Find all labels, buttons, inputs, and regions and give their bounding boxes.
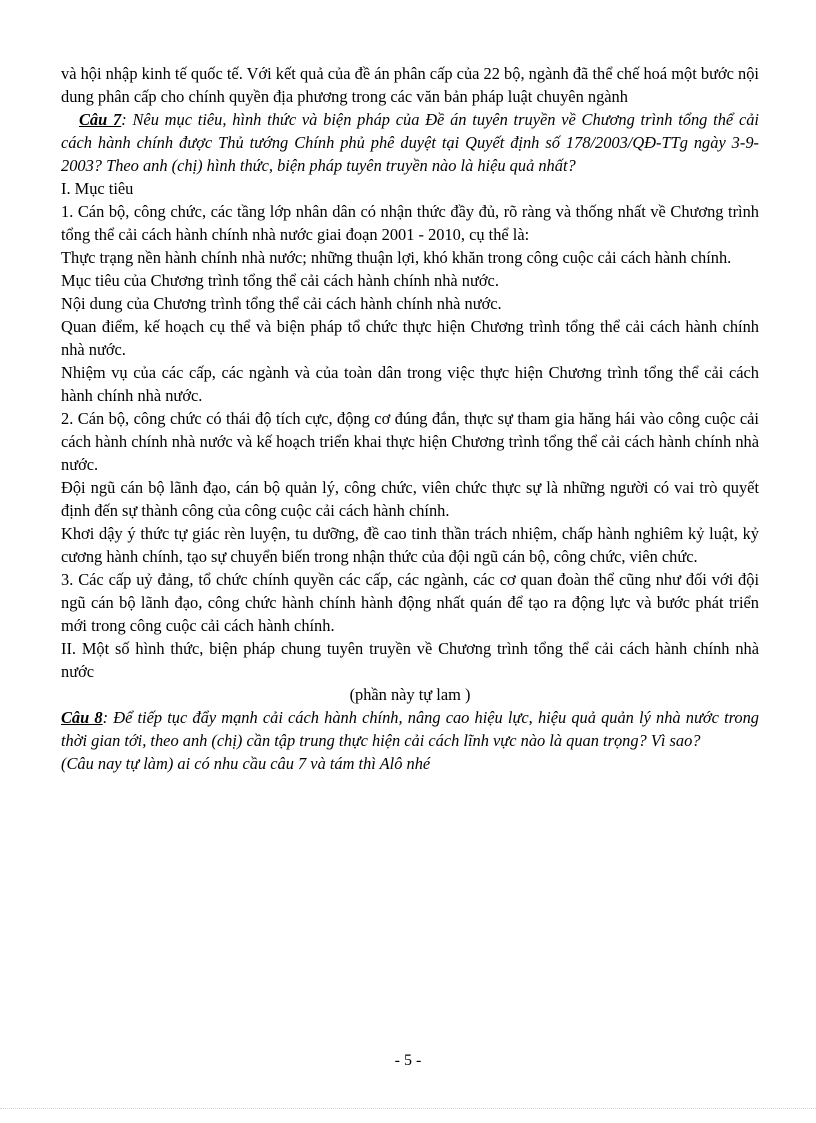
objective-2: 2. Cán bộ, công chức có thái độ tích cực, động cơ đúng đắn, thực sự tham gia hăng hái vào công cuộc cải cách hành chính nhà nước và kế hoạch triển khai thực hiện Chương trình tổng thể cải cách hành chính nhà nước. <box>61 409 759 474</box>
section-heading-objectives: I. Mục tiêu <box>61 179 134 198</box>
question-8-label: Câu 8 <box>61 708 103 727</box>
objective-1-item-3: Nội dung của Chương trình tổng thể cải cách hành chính nhà nước. <box>61 294 502 313</box>
question-8 <box>61 706 759 752</box>
question-7-label: Câu 7 <box>79 110 122 129</box>
objective-3: 3. Các cấp uỷ đảng, tổ chức chính quyền các cấp, các ngành, các cơ quan đoàn thể cũng như đối với đội ngũ cán bộ lãnh đạo, công chức hành chính hành động nhất quán để tạo ra động lực và bước phát triển mới trong công cuộc cải cách hành chính. <box>61 570 759 635</box>
objective-1-item-1: Thực trạng nền hành chính nhà nước; những thuận lợi, khó khăn trong công cuộc cải cách hành chính. <box>61 248 732 267</box>
intro-paragraph: và hội nhập kinh tế quốc tế. Với kết quả của đề án phân cấp của 22 bộ, ngành đã thể chế hoá một bước nội dung phân cấp cho chính quyền địa phương trong các văn bản pháp luật chuyên ngành <box>61 64 759 106</box>
objective-1-item-2: Mục tiêu của Chương trình tổng thể cải cách hành chính nhà nước. <box>61 271 499 290</box>
document-body <box>61 62 759 775</box>
question-7 <box>61 108 759 177</box>
objective-1-item-5: Nhiệm vụ của các cấp, các ngành và của toàn dân trong việc thực hiện Chương trình tổng thể cải cách hành chính nhà nước. <box>61 363 759 405</box>
question-7-text: : Nêu mục tiêu, hình thức và biện pháp của Đề án tuyên truyền về Chương trình tổng thể cải cách hành chính được Thủ tướng Chính phủ phê duyệt tại Quyết định số 178/2003/QĐ-TTg ngày 3-9-2003? Theo anh (chị) hình thức, biện pháp tuyên truyền nào là hiệu quả nhất? <box>61 110 759 175</box>
objective-1: 1. Cán bộ, công chức, các tầng lớp nhân dân có nhận thức đầy đủ, rõ ràng và thống nhất về Chương trình tổng thể cải cách hành chính nhà nước giai đoạn 2001 - 2010, cụ thể là: <box>61 202 759 244</box>
objective-1-item-4: Quan điểm, kế hoạch cụ thể và biện pháp tổ chức thực hiện Chương trình tổng thể cải cách hành chính nhà nước. <box>61 317 759 359</box>
section-heading-measures: II. Một số hình thức, biện pháp chung tuyên truyền về Chương trình tổng thể cải cách hành chính nhà nước <box>61 639 759 681</box>
objective-2-item-1: Đội ngũ cán bộ lãnh đạo, cán bộ quản lý, công chức, viên chức thực sự là những người có vai trò quyết định đến sự thành công của công cuộc cải cách hành chính. <box>61 478 759 520</box>
page-number: - 5 - <box>394 1052 422 1069</box>
question-8-text: : Để tiếp tục đẩy mạnh cải cách hành chính, nâng cao hiệu lực, hiệu quả quản lý nhà nước trong thời gian tới, theo anh (chị) cần tập trung thực hiện cải cách lĩnh vực nào là quan trọng? Vì sao? <box>61 708 759 750</box>
objective-2-item-2: Khơi dậy ý thức tự giác rèn luyện, tu dưỡng, đề cao tinh thần trách nhiệm, chấp hành nghiêm kỷ luật, kỷ cương hành chính, tạo sự chuyển biến trong nhận thức của đội ngũ cán bộ, công chức, viên chức. <box>61 524 759 566</box>
question-8-note: (Câu nay tự làm) ai có nhu cầu câu 7 và tám thì Alô nhé <box>61 754 431 773</box>
page-edge-divider <box>0 1108 816 1109</box>
self-study-note: (phần này tự lam ) <box>349 685 471 704</box>
